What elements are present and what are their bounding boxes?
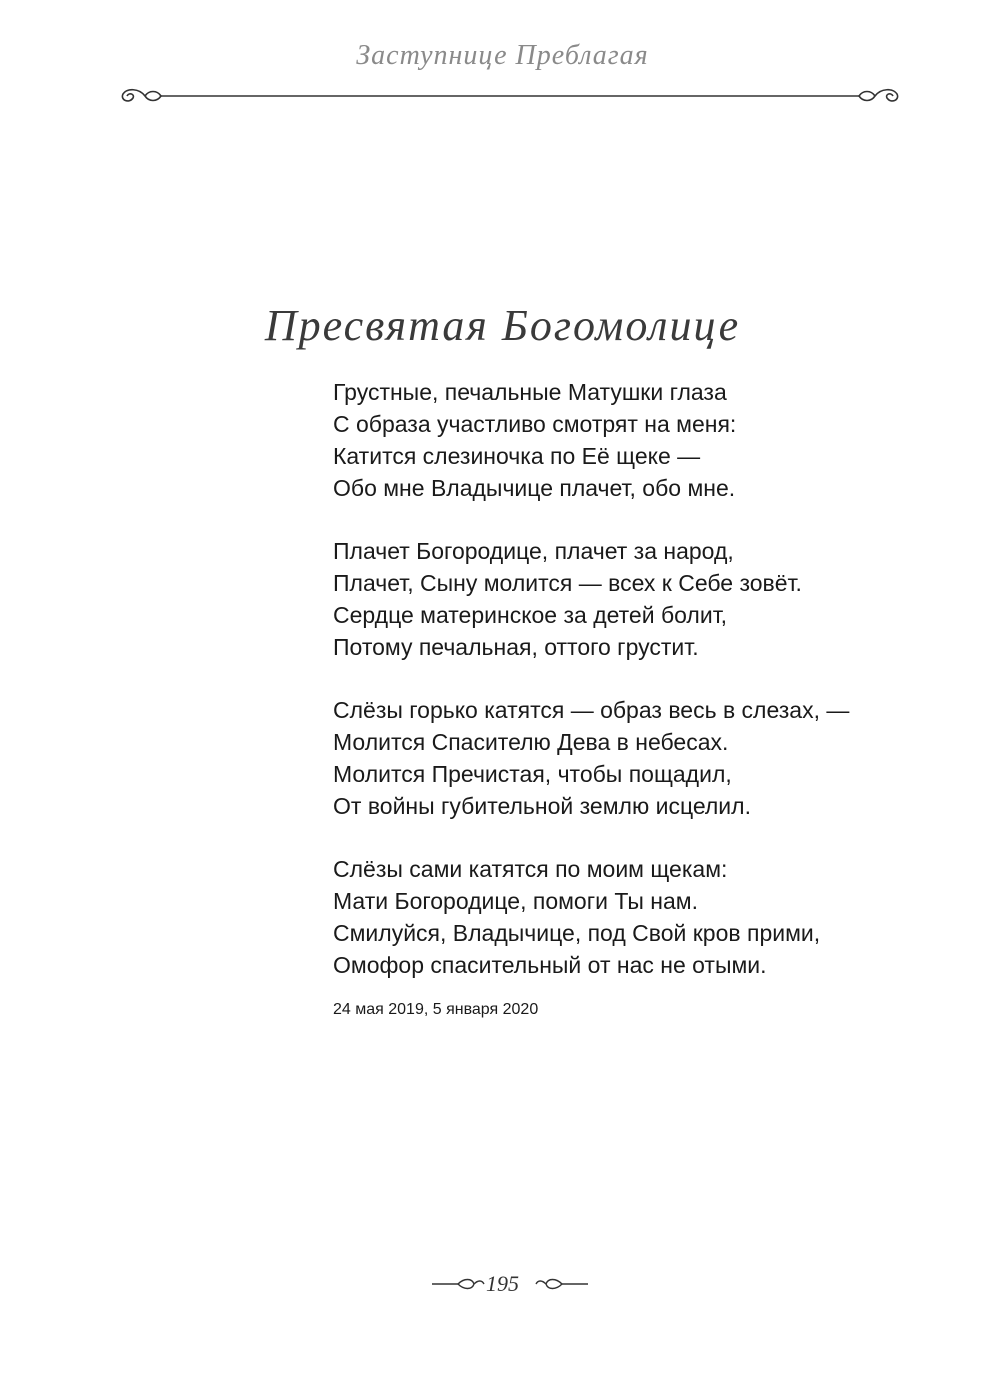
poem-line: С образа участливо смотрят на меня:: [333, 411, 737, 437]
poem-line: Мати Богородице, помоги Ты нам.: [333, 888, 699, 914]
poem-line: От войны губительной землю исцелил.: [333, 793, 751, 819]
header-ornament-rule: [115, 82, 905, 110]
poem-line: Молится Спасителю Дева в небесах.: [333, 729, 729, 755]
right-flourish-icon: [859, 90, 898, 101]
page-number: 195: [486, 1271, 519, 1296]
stanza-2: [333, 535, 933, 663]
poem-line: Плачет, Сыну молится — всех к Себе зовёт.: [333, 570, 802, 596]
poem-line: Слёзы сами катятся по моим щекам:: [333, 856, 728, 882]
stanza-4: [333, 853, 933, 981]
left-flourish-icon: [122, 90, 161, 101]
poem-line: Потому печальная, оттого грустит.: [333, 634, 699, 660]
running-head: Заступнице Преблагая: [356, 40, 649, 71]
poem-line: Смилуйся, Владычице, под Свой кров прими,: [333, 920, 821, 946]
poem-line: Сердце материнское за детей болит,: [333, 602, 728, 628]
poem-date: 24 мая 2019, 5 января 2020: [333, 1001, 539, 1018]
stanza-3: [333, 694, 933, 822]
poem-line: Грустные, печальные Матушки глаза: [333, 379, 727, 405]
poem-line: Омофор спасительный от нас не отыми.: [333, 952, 767, 978]
poem-body: [333, 376, 933, 1012]
poem-line: Катится слезиночка по Её щеке —: [333, 443, 701, 469]
stanza-1: [333, 376, 933, 504]
poem-line: Обо мне Владычице плачет, обо мне.: [333, 475, 736, 501]
poem-line: Молится Пречистая, чтобы пощадил,: [333, 761, 732, 787]
poem-line: Плачет Богородице, плачет за народ,: [333, 538, 734, 564]
poem-title: Пресвятая Богомолице: [264, 301, 741, 350]
poem-line: Слёзы горько катятся — образ весь в слезах, —: [333, 697, 850, 723]
